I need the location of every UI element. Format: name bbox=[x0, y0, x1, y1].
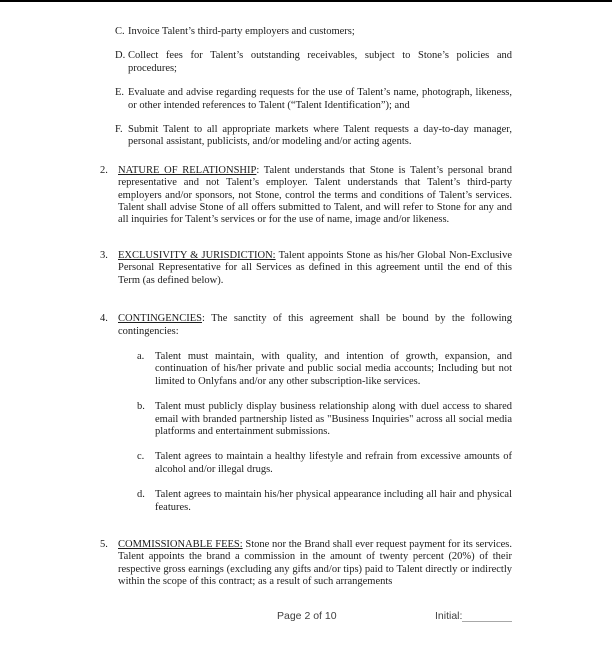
subitem-text: Talent must maintain, with quality, and intention of growth, expansion, and continuation of his/her private and public social media accounts; Including but not limited to Onlyfans and/or any other subscription-like services. bbox=[155, 350, 512, 387]
subitem-marker: c. bbox=[137, 451, 145, 463]
clause-item-e bbox=[0, 87, 612, 112]
section-nature-of-relationship bbox=[0, 165, 612, 227]
section-text bbox=[118, 165, 512, 227]
section-number: 2. bbox=[100, 164, 108, 176]
section-body: Stone nor the Brand shall ever request payment for its services. Talent appoints the brand a commission in the amount of twenty percent (20%) of their respective gross earnings (excluding any gifts and/or tips) paid to Talent directly or indirectly within the scope of this contract; as a result of such arrangements bbox=[118, 538, 513, 588]
scan-edge-artifact bbox=[0, 0, 612, 2]
contingency-item-c bbox=[0, 451, 612, 476]
clause-marker: D. bbox=[115, 50, 126, 62]
contingency-item-d bbox=[0, 489, 612, 514]
section-heading: NATURE OF RELATIONSHIP bbox=[118, 164, 257, 176]
section-body: Talent understands that Stone is Talent’s personal brand representative and not Talent’s employer. Talent understands that Talent’s third-party employers and/or sponsors, not Stone, control the terms and conditions of Talent’s services. Talent shall advise Stone of all offers submitted to Talent, and will refer to Stone for any and all inquiries for Talent’s services or for the use of name, image and/or likeness. bbox=[118, 164, 512, 226]
section-heading: COMMISSIONABLE FEES: bbox=[118, 538, 243, 550]
clause-text: Evaluate and advise regarding requests for the use of Talent’s name, photograph, likeness, or other intended references to Talent (“Talent Identification”); and bbox=[128, 87, 512, 111]
initial-blank-line bbox=[462, 610, 512, 622]
initial-field bbox=[435, 610, 512, 622]
section-commissionable-fees bbox=[0, 539, 612, 589]
contingency-item-b bbox=[0, 401, 612, 438]
section-text bbox=[118, 250, 512, 287]
section-exclusivity-jurisdiction bbox=[0, 250, 612, 287]
subitem-marker: d. bbox=[137, 489, 145, 501]
section-number: 4. bbox=[100, 313, 108, 325]
section-number: 3. bbox=[100, 249, 108, 261]
section-number: 5. bbox=[100, 538, 108, 550]
initial-label: Initial: bbox=[435, 610, 463, 622]
subitem-marker: a. bbox=[137, 350, 145, 362]
subitem-marker: b. bbox=[137, 401, 145, 413]
subitem-text: Talent must publicly display business relationship along with duel access to shared email with branded partnership listed as "Business Inquiries" across all social media platforms and entertainment submissions. bbox=[155, 401, 512, 437]
clause-text: Collect fees for Talent’s outstanding receivables, subject to Stone’s policies and procedures; bbox=[128, 50, 512, 74]
clause-marker: C. bbox=[115, 26, 125, 37]
clause-marker: E. bbox=[115, 87, 125, 99]
clause-item-d bbox=[0, 50, 612, 75]
subitem-text: Talent agrees to maintain his/her physical appearance including all hair and physical features. bbox=[155, 489, 512, 513]
section-text bbox=[118, 313, 512, 338]
subitem-text: Talent agrees to maintain a healthy lifestyle and refrain from excessive amounts of alcohol and/or illegal drugs. bbox=[155, 451, 512, 475]
section-heading-suffix: : bbox=[202, 313, 205, 325]
clause-marker: F. bbox=[115, 124, 123, 136]
page-number-indicator: Page 2 of 10 bbox=[277, 610, 337, 622]
clause-text: Invoice Talent’s third-party employers and customers; bbox=[128, 26, 355, 37]
contract-text-body bbox=[0, 26, 612, 589]
section-contingencies bbox=[0, 313, 612, 338]
contingency-item-a bbox=[0, 351, 612, 388]
clause-text: Submit Talent to all appropriate markets where Talent requests a day-to-day manager, personal assistant, publicists, and/or modeling and/or acting agents. bbox=[128, 124, 512, 148]
section-heading: CONTINGENCIES bbox=[118, 313, 202, 325]
clause-item-c bbox=[0, 26, 612, 38]
section-heading-suffix: : bbox=[256, 164, 260, 176]
section-body: Talent appoints Stone as his/her Global Non-Exclusive Personal Representative for all Services as defined in this agreement until the end of this Term (as defined below). bbox=[118, 249, 512, 286]
clause-item-f bbox=[0, 124, 612, 149]
section-body: The sanctity of this agreement shall be bound by the following contingencies: bbox=[118, 313, 512, 337]
section-text bbox=[118, 539, 512, 589]
section-heading: EXCLUSIVITY & JURISDICTION: bbox=[118, 249, 276, 261]
